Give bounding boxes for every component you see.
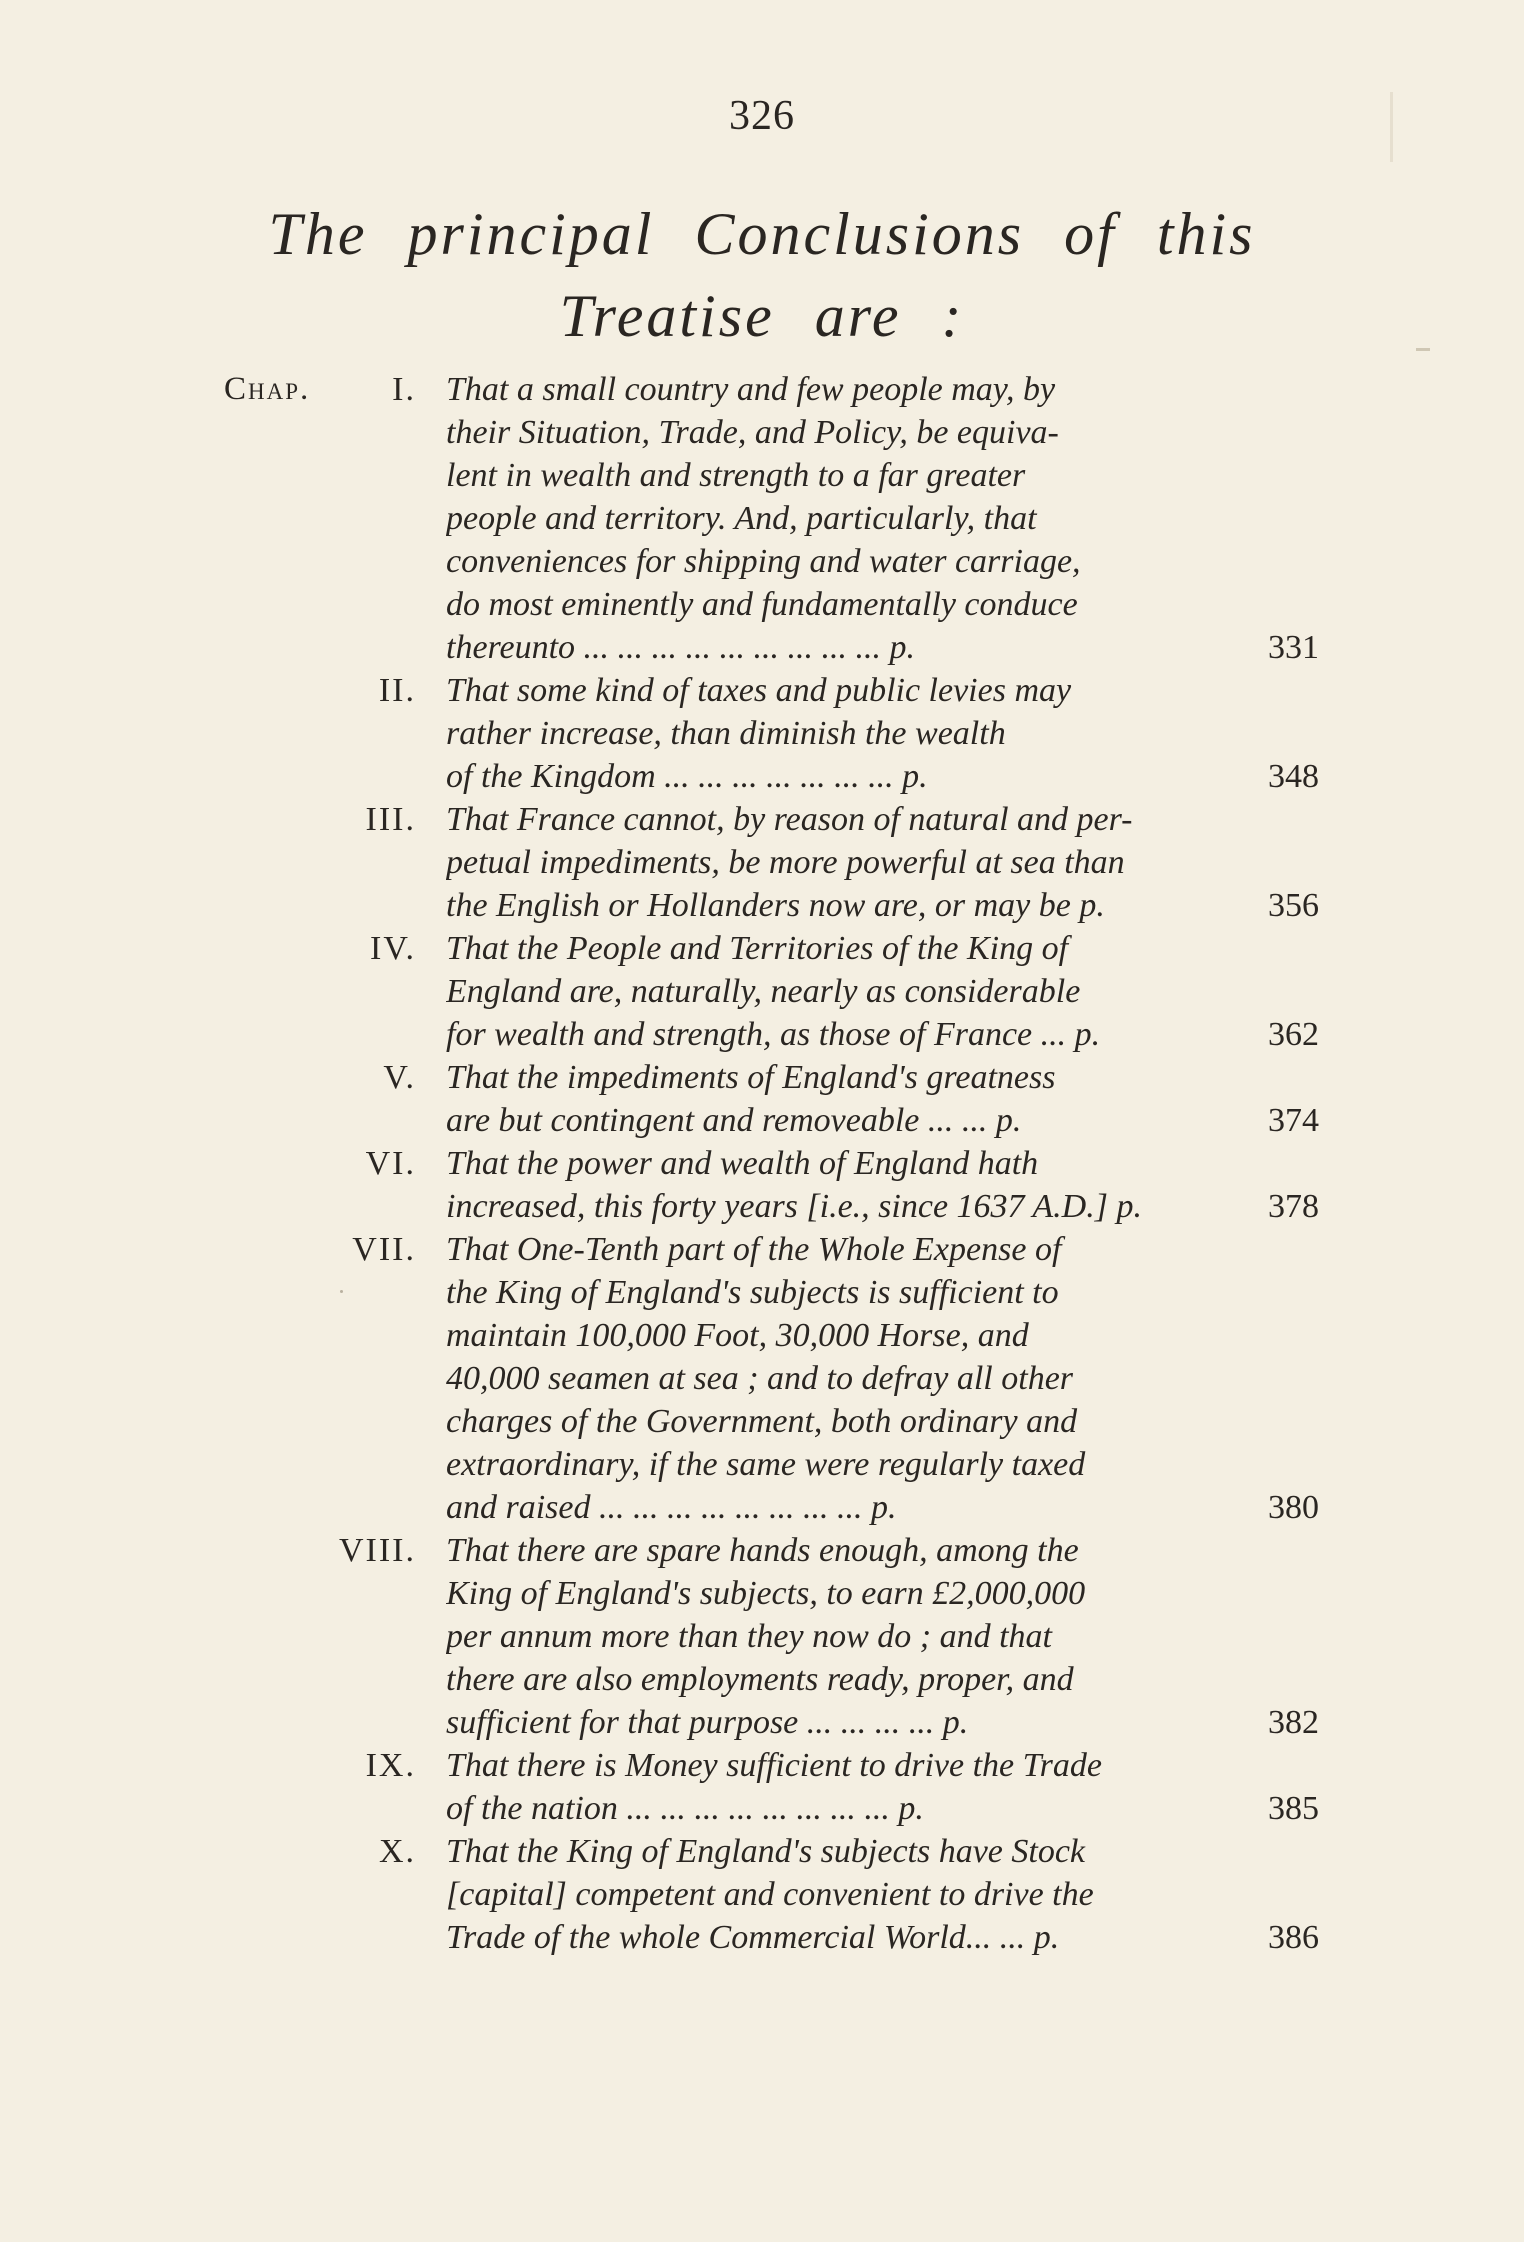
- conclusion-line: [0, 1744, 1524, 1787]
- conclusion-line: [0, 1701, 1524, 1744]
- conclusion-text: That the impediments of England's greatness: [446, 1059, 1056, 1096]
- conclusion-line: [0, 970, 1524, 1013]
- conclusion-line: [0, 1185, 1524, 1228]
- conclusion-line: [0, 583, 1524, 626]
- conclusion-line: [0, 1529, 1524, 1572]
- chapter-numeral: III.: [365, 801, 416, 838]
- conclusion-text: maintain 100,000 Foot, 30,000 Horse, and: [446, 1317, 1029, 1354]
- conclusion-line: [0, 1228, 1524, 1271]
- conclusion-entry: [0, 1744, 1524, 1830]
- page-reference: 385: [1268, 1790, 1319, 1827]
- page-title-line-1: The principal Conclusions of this: [268, 201, 1256, 267]
- chapter-label: Chap.: [224, 371, 311, 407]
- conclusion-text: and raised ... ... ... ... ... ... ... ... p.: [446, 1489, 897, 1526]
- conclusion-text: That a small country and few people may, by: [446, 371, 1056, 408]
- conclusion-line: [0, 1658, 1524, 1701]
- conclusion-line: [0, 755, 1524, 798]
- page-reference: 356: [1268, 887, 1319, 924]
- conclusion-line: [0, 1916, 1524, 1959]
- conclusion-text: That there are spare hands enough, among the: [446, 1532, 1079, 1569]
- conclusion-line: [0, 798, 1524, 841]
- conclusion-text: sufficient for that purpose ... ... ... ... p.: [446, 1704, 969, 1741]
- conclusion-text: extraordinary, if the same were regularly taxed: [446, 1446, 1086, 1483]
- conclusion-entry: [0, 368, 1524, 669]
- conclusion-text: for wealth and strength, as those of France ... p.: [446, 1016, 1101, 1053]
- conclusion-text: That the power and wealth of England hath: [446, 1145, 1039, 1182]
- page-title-line-2: Treatise are :: [559, 283, 965, 349]
- chapter-numeral: IV.: [370, 930, 416, 967]
- conclusion-text: charges of the Government, both ordinary and: [446, 1403, 1078, 1440]
- conclusion-text: That some kind of taxes and public levies may: [446, 672, 1072, 709]
- conclusion-line: [0, 1099, 1524, 1142]
- conclusion-text: [capital] competent and convenient to drive the: [446, 1876, 1094, 1913]
- page-reference: 374: [1268, 1102, 1319, 1139]
- page-reference: 386: [1268, 1919, 1319, 1956]
- conclusion-text: thereunto ... ... ... ... ... ... ... ... ... p.: [446, 629, 916, 666]
- conclusion-text: of the Kingdom ... ... ... ... ... ... ... p.: [446, 758, 928, 795]
- conclusion-text: King of England's subjects, to earn £2,000,000: [446, 1575, 1086, 1612]
- conclusion-entry: [0, 669, 1524, 798]
- conclusion-text: 40,000 seamen at sea ; and to defray all other: [446, 1360, 1074, 1397]
- chapter-numeral: VII.: [352, 1231, 416, 1268]
- page-number: 326: [729, 93, 795, 139]
- conclusion-line: [0, 1314, 1524, 1357]
- conclusion-entry: [0, 1529, 1524, 1744]
- conclusion-line: [0, 1357, 1524, 1400]
- chapter-numeral: I.: [392, 371, 416, 408]
- chapter-numeral: II.: [378, 672, 416, 709]
- conclusion-entry: [0, 927, 1524, 1056]
- conclusion-text: That the People and Territories of the King of: [446, 930, 1069, 967]
- conclusions-list: [0, 368, 1524, 1959]
- conclusion-line: [0, 1142, 1524, 1185]
- conclusion-text: increased, this forty years [i.e., since 1637 A.D.] p.: [446, 1188, 1142, 1225]
- conclusion-entry: [0, 1056, 1524, 1142]
- page-reference: 382: [1268, 1704, 1319, 1741]
- conclusion-text: their Situation, Trade, and Policy, be equiva-: [446, 414, 1059, 451]
- conclusion-entry: [0, 1830, 1524, 1959]
- chapter-numeral: VIII.: [338, 1532, 416, 1569]
- conclusion-line: [0, 626, 1524, 669]
- conclusion-line: [0, 1615, 1524, 1658]
- conclusion-line: [0, 1400, 1524, 1443]
- conclusion-text: That the King of England's subjects have Stock: [446, 1833, 1086, 1870]
- page-reference: 362: [1268, 1016, 1319, 1053]
- chapter-numeral: X.: [378, 1833, 416, 1870]
- chapter-numeral: V.: [383, 1059, 416, 1096]
- conclusion-line: [0, 841, 1524, 884]
- conclusion-line: [0, 927, 1524, 970]
- conclusion-text: the English or Hollanders now are, or may be p.: [446, 887, 1105, 924]
- conclusion-line: [0, 1271, 1524, 1314]
- chapter-numeral: VI.: [365, 1145, 416, 1182]
- conclusion-text: there are also employments ready, proper, and: [446, 1661, 1074, 1698]
- conclusion-line: [0, 411, 1524, 454]
- conclusion-line: [0, 497, 1524, 540]
- conclusion-line: [0, 1013, 1524, 1056]
- conclusion-line: [0, 1572, 1524, 1615]
- conclusion-line: [0, 669, 1524, 712]
- page-reference: 348: [1268, 758, 1319, 795]
- conclusion-line: [0, 884, 1524, 927]
- page-reference: 380: [1268, 1489, 1319, 1526]
- conclusion-text: rather increase, than diminish the wealth: [446, 715, 1006, 752]
- conclusion-line: [0, 712, 1524, 755]
- conclusion-text: That there is Money sufficient to drive the Trade: [446, 1747, 1102, 1784]
- chapter-numeral: IX.: [365, 1747, 416, 1784]
- conclusion-text: lent in wealth and strength to a far greater: [446, 457, 1026, 494]
- conclusion-line: [0, 540, 1524, 583]
- conclusion-line: [0, 368, 1524, 411]
- conclusion-entry: [0, 1228, 1524, 1529]
- conclusion-text: of the nation ... ... ... ... ... ... ... ... p.: [446, 1790, 924, 1827]
- conclusion-entry: [0, 798, 1524, 927]
- conclusion-line: [0, 1486, 1524, 1529]
- conclusion-text: That France cannot, by reason of natural and per-: [446, 801, 1133, 838]
- conclusion-text: are but contingent and removeable ... ... p.: [446, 1102, 1022, 1139]
- conclusion-text: the King of England's subjects is sufficient to: [446, 1274, 1059, 1311]
- page-reference: 331: [1268, 629, 1319, 666]
- conclusion-text: That One-Tenth part of the Whole Expense of: [446, 1231, 1062, 1268]
- conclusion-text: per annum more than they now do ; and that: [446, 1618, 1052, 1655]
- conclusion-line: [0, 454, 1524, 497]
- conclusion-text: England are, naturally, nearly as considerable: [446, 973, 1081, 1010]
- conclusion-text: people and territory. And, particularly, that: [446, 500, 1037, 537]
- conclusion-text: petual impediments, be more powerful at sea than: [446, 844, 1125, 881]
- page-reference: 378: [1268, 1188, 1319, 1225]
- conclusion-text: do most eminently and fundamentally conduce: [446, 586, 1078, 623]
- conclusion-text: Trade of the whole Commercial World... ... p.: [446, 1919, 1060, 1956]
- conclusion-line: [0, 1787, 1524, 1830]
- conclusion-line: [0, 1830, 1524, 1873]
- conclusion-line: [0, 1443, 1524, 1486]
- conclusion-entry: [0, 1142, 1524, 1228]
- conclusion-line: [0, 1056, 1524, 1099]
- conclusion-text: conveniences for shipping and water carriage,: [446, 543, 1081, 580]
- conclusion-line: [0, 1873, 1524, 1916]
